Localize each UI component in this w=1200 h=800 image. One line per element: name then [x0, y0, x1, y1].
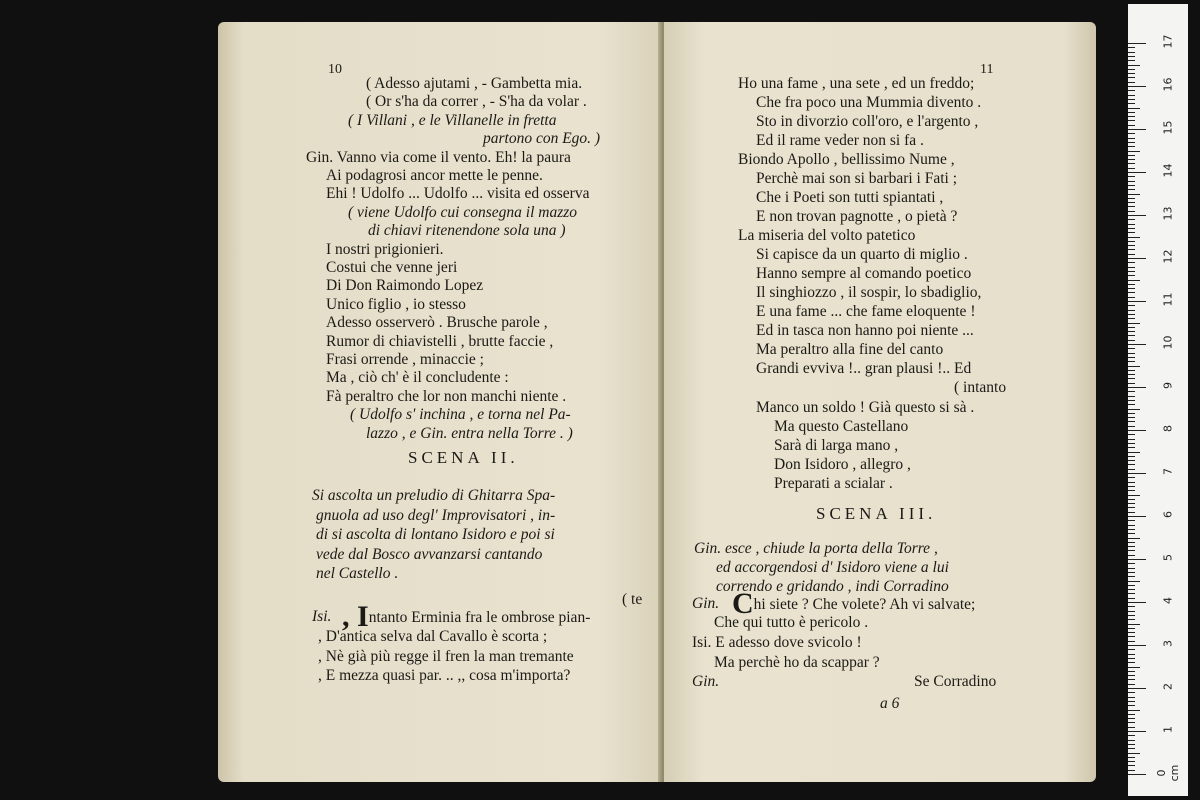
ruler-tick: [1128, 512, 1135, 513]
ruler-tick: [1128, 503, 1135, 504]
ruler-tick: [1128, 434, 1135, 435]
text-line: Isi. E adesso dove svicolo !: [692, 634, 862, 651]
ruler-tick: [1128, 628, 1135, 629]
ruler-tick: [1128, 735, 1135, 736]
ruler-tick: [1128, 701, 1135, 702]
ruler-tick: [1128, 740, 1135, 741]
page-number: 11: [980, 62, 994, 77]
ruler-tick: [1128, 383, 1135, 384]
ruler-tick: [1128, 206, 1135, 207]
ruler-tick: [1128, 598, 1135, 599]
ruler-tick: [1128, 202, 1135, 203]
text-line: Ma peraltro alla fine del canto: [756, 341, 944, 358]
ruler-label: 8: [1161, 425, 1175, 432]
ruler-label: 1: [1161, 726, 1175, 733]
ruler-tick: [1128, 452, 1140, 453]
ruler-tick: [1128, 151, 1140, 152]
ruler-tick: [1128, 602, 1146, 603]
text-line: Ma perchè ho da scappar ?: [714, 654, 880, 671]
ruler-tick: [1128, 581, 1140, 582]
text-line: Ed in tasca non hanno poi niente ...: [756, 322, 974, 339]
ruler-tick: [1128, 486, 1135, 487]
text-line: Ehi ! Udolfo ... Udolfo ... visita ed osserva: [326, 185, 590, 203]
ruler-tick: [1128, 374, 1135, 375]
text-line: ( viene Udolfo cui consegna il mazzo: [348, 203, 578, 221]
ruler-tick: [1128, 593, 1135, 594]
ruler-tick: [1128, 649, 1135, 650]
text-line: Che i Poeti son tutti spiantati ,: [756, 189, 944, 206]
ruler-tick: [1128, 357, 1135, 358]
ruler-label: 14: [1161, 163, 1175, 178]
ruler-tick: [1128, 108, 1140, 109]
ruler-label: 12: [1161, 249, 1175, 264]
speaker-label: Isi.: [312, 608, 332, 625]
text-line: I nostri prigionieri.: [326, 240, 444, 258]
ruler-tick: [1128, 546, 1135, 547]
verse-text: ntanto Erminia fra le ombrose pian-: [368, 609, 591, 626]
stage-direction: Gin. esce , chiude la porta della Torre ,: [694, 540, 938, 557]
ruler-tick: [1128, 267, 1135, 268]
text-line: ( intanto: [954, 379, 1007, 396]
ruler-label: 17: [1161, 34, 1175, 49]
text-line: Ai podagrosi ancor mette le penne.: [326, 167, 543, 184]
ruler-tick: [1128, 718, 1135, 719]
ruler-tick: [1128, 249, 1135, 250]
ruler-tick: [1128, 52, 1135, 53]
drop-capital: , I: [342, 600, 369, 633]
ruler-tick: [1128, 116, 1135, 117]
text-line: Frasi orrende , minaccie ;: [326, 351, 484, 368]
text-line: Gin. Vanno via come il vento. Eh! la paura: [306, 148, 571, 166]
text-line: Perchè mai son si barbari i Fati ;: [756, 170, 958, 187]
ruler-tick: [1128, 69, 1135, 70]
ruler-tick: [1128, 305, 1135, 306]
ruler-tick: [1128, 469, 1135, 470]
ruler-tick: [1128, 146, 1135, 147]
text-line: Don Isidoro , allegro ,: [774, 456, 911, 473]
ruler-tick: [1128, 258, 1146, 259]
ruler-tick: [1128, 473, 1146, 474]
ruler-tick: [1128, 172, 1146, 173]
text-line: Grandi evviva !.. gran plausi !.. Ed: [756, 360, 972, 377]
text-line: Costui che venne jeri: [326, 259, 458, 276]
ruler-tick: [1128, 658, 1135, 659]
text-line: Che qui tutto è pericolo .: [714, 614, 869, 631]
text-line: Di Don Raimondo Lopez: [326, 277, 484, 295]
ruler-label: 5: [1161, 554, 1175, 561]
ruler-tick: [1128, 138, 1135, 139]
ruler-tick: [1128, 619, 1135, 620]
ruler-tick: [1128, 409, 1140, 410]
ruler-tick: [1128, 314, 1135, 315]
ruler-tick: [1128, 142, 1135, 143]
text-line: Ed il rame veder non si fa .: [756, 132, 924, 149]
speaker-label: Gin.: [692, 595, 720, 612]
ruler-tick: [1128, 731, 1146, 732]
ruler-label: 15: [1161, 120, 1175, 135]
ruler-tick: [1128, 288, 1135, 289]
ruler-tick: [1128, 348, 1135, 349]
text-line: [732, 587, 976, 620]
ruler-tick: [1128, 576, 1135, 577]
speaker-label: Gin.: [692, 673, 720, 690]
ruler-tick: [1128, 237, 1140, 238]
ruler-tick: [1128, 310, 1135, 311]
ruler-tick: [1128, 301, 1146, 302]
text-line: ( I Villani , e le Villanelle in fretta: [348, 111, 557, 129]
ruler-label: 11: [1161, 292, 1175, 307]
ruler-tick: [1128, 477, 1135, 478]
ruler-tick: [1128, 774, 1146, 775]
ruler-tick: [1128, 335, 1135, 336]
ruler-tick: [1128, 753, 1140, 754]
ruler-tick: [1128, 645, 1146, 646]
text-line: ( Adesso ajutami , - Gambetta mia.: [366, 75, 583, 92]
text-line: ( Or s'ha da correr , - S'ha da volar .: [366, 93, 587, 111]
ruler-tick: [1128, 684, 1135, 685]
text-line: Adesso osserverò . Brusche parole ,: [326, 314, 548, 332]
stage-direction: ed accorgendosi d' Isidoro viene a lui: [716, 559, 949, 576]
ruler-tick: [1128, 748, 1135, 749]
ruler-tick: [1128, 284, 1135, 285]
ruler-tick: [1128, 533, 1135, 534]
text-line: Preparati a scialar .: [774, 475, 893, 492]
ruler-tick: [1128, 189, 1135, 190]
ruler-tick: [1128, 710, 1140, 711]
ruler-tick: [1128, 636, 1135, 637]
ruler-tick: [1128, 155, 1135, 156]
ruler-label: 13: [1161, 206, 1175, 221]
ruler-tick: [1128, 228, 1135, 229]
ruler-tick: [1128, 490, 1135, 491]
ruler-tick: [1128, 198, 1135, 199]
text-line: Sarà di larga mano ,: [774, 437, 899, 454]
ruler-tick: [1128, 662, 1135, 663]
ruler-tick: [1128, 254, 1135, 255]
ruler-tick: [1128, 667, 1140, 668]
text-line: ( Udolfo s' inchina , e torna nel Pa-: [350, 406, 571, 424]
text-line: Unico figlio , io stesso: [326, 295, 466, 313]
right-page: [664, 22, 1096, 782]
ruler-tick: [1128, 340, 1135, 341]
ruler-tick: [1128, 439, 1135, 440]
ruler-tick: [1128, 353, 1135, 354]
ruler-tick: [1128, 464, 1135, 465]
ruler-tick: [1128, 366, 1140, 367]
ruler-tick: [1128, 482, 1135, 483]
ruler-tick: [1128, 73, 1135, 74]
ruler-tick: [1128, 550, 1135, 551]
scene-heading: SCENA II.: [408, 448, 519, 467]
ruler-tick: [1128, 443, 1135, 444]
ruler-tick: [1128, 400, 1135, 401]
ruler-tick: [1128, 387, 1146, 388]
ruler-tick: [1128, 370, 1135, 371]
ruler-tick: [1128, 421, 1135, 422]
ruler-tick: [1128, 624, 1140, 625]
ruler-tick: [1128, 232, 1135, 233]
ruler-tick: [1128, 327, 1135, 328]
ruler-tick: [1128, 95, 1135, 96]
ruler-tick: [1128, 262, 1135, 263]
text-line: Ma questo Castellano: [774, 418, 909, 435]
ruler-tick: [1128, 90, 1135, 91]
ruler-tick: [1128, 688, 1146, 689]
ruler-tick: [1128, 589, 1135, 590]
text-line: , Nè già più regge il fren la man tremante: [318, 647, 574, 665]
text-line: di chiavi ritenendone sola una ): [368, 222, 566, 240]
ruler-tick: [1128, 133, 1135, 134]
ruler-tick: [1128, 378, 1135, 379]
ruler-tick: [1128, 507, 1135, 508]
ruler-tick: [1128, 275, 1135, 276]
ruler-tick: [1128, 495, 1140, 496]
text-line: Ho una fame , una sete , ed un freddo;: [738, 75, 975, 92]
ruler-tick: [1128, 391, 1135, 392]
ruler-tick: [1128, 129, 1146, 130]
ruler-tick: [1128, 176, 1135, 177]
ruler-label: 10: [1161, 335, 1175, 350]
ruler-tick: [1128, 56, 1135, 57]
ruler-tick: [1128, 404, 1135, 405]
stage-direction: nel Castello .: [316, 565, 399, 582]
ruler-label: 2: [1161, 683, 1175, 690]
text-line: , D'antica selva dal Cavallo è scorta ;: [318, 628, 548, 645]
ruler-label: 9: [1161, 382, 1175, 389]
ruler-tick: [1128, 344, 1146, 345]
ruler-label: 7: [1161, 468, 1175, 475]
text-line: Ma , ciò ch' è il concludente :: [326, 369, 509, 387]
ruler-tick: [1128, 159, 1135, 160]
ruler-tick: [1128, 765, 1135, 766]
ruler-tick: [1128, 447, 1135, 448]
ruler-tick: [1128, 181, 1135, 182]
ruler-tick: [1128, 125, 1135, 126]
verse-text: hi siete ? Che volete? Ah vi salvate;: [753, 596, 976, 613]
ruler-tick: [1128, 82, 1135, 83]
ruler-tick: [1128, 163, 1135, 164]
ruler-tick: [1128, 456, 1135, 457]
text-line: Biondo Apollo , bellissimo Nume ,: [738, 151, 955, 168]
ruler-tick: [1128, 417, 1135, 418]
ruler-tick: [1128, 757, 1135, 758]
ruler-tick: [1128, 460, 1135, 461]
ruler-tick: [1128, 361, 1135, 362]
text-line: ( te: [622, 591, 643, 608]
ruler-tick: [1128, 559, 1146, 560]
text-line: Il singhiozzo , il sospir, lo sbadiglio,: [756, 284, 982, 301]
ruler-tick: [1128, 224, 1135, 225]
left-page: [218, 22, 662, 782]
ruler-tick: [1128, 318, 1135, 319]
ruler-tick: [1128, 211, 1135, 212]
ruler-tick: [1128, 323, 1140, 324]
open-book: [218, 22, 1096, 782]
text-line: E non trovan pagnotte , o pietà ?: [756, 208, 958, 225]
ruler-tick: [1128, 675, 1135, 676]
ruler-tick: [1128, 413, 1135, 414]
ruler-tick: [1128, 692, 1135, 693]
ruler-tick: [1128, 215, 1146, 216]
ruler-tick: [1128, 43, 1146, 44]
ruler-tick: [1128, 722, 1135, 723]
text-line: Fà peraltro che lor non manchi niente .: [326, 387, 567, 405]
text-line: Manco un soldo ! Già questo si sà .: [756, 399, 975, 416]
text-line: , E mezza quasi par. .. ,, cosa m'importa?: [318, 667, 571, 684]
ruler-tick: [1128, 555, 1135, 556]
ruler-label: 16: [1161, 77, 1175, 92]
ruler-tick: [1128, 241, 1135, 242]
ruler-tick: [1128, 60, 1135, 61]
ruler-tick: [1128, 245, 1135, 246]
ruler-tick: [1128, 572, 1135, 573]
ruler-tick: [1128, 671, 1135, 672]
signature-mark: a 6: [880, 695, 900, 712]
text-line: Se Corradino: [914, 673, 997, 690]
ruler-tick: [1128, 542, 1135, 543]
ruler-tick: [1128, 430, 1146, 431]
ruler-tick: [1128, 297, 1135, 298]
stage-direction: di si ascolta di lontano Isidoro e poi si: [316, 526, 555, 543]
ruler-tick: [1128, 219, 1135, 220]
ruler-tick: [1128, 761, 1135, 762]
text-line: E una fame ... che fame eloquente !: [756, 303, 976, 320]
ruler-tick: [1128, 112, 1135, 113]
ruler-tick: [1128, 606, 1135, 607]
ruler-tick: [1128, 120, 1135, 121]
ruler-tick: [1128, 396, 1135, 397]
ruler-tick: [1128, 529, 1135, 530]
scene-heading: SCENA III.: [816, 504, 937, 523]
text-line: Hanno sempre al comando poetico: [756, 265, 972, 282]
ruler-tick: [1128, 77, 1135, 78]
ruler-label: 6: [1161, 511, 1175, 518]
ruler-tick: [1128, 525, 1135, 526]
ruler-tick: [1128, 697, 1135, 698]
ruler-tick: [1128, 280, 1140, 281]
ruler-tick: [1128, 516, 1146, 517]
ruler-tick: [1128, 727, 1135, 728]
ruler-tick: [1128, 568, 1135, 569]
ruler-tick: [1128, 103, 1135, 104]
ruler-label: 0 cm: [1155, 764, 1181, 782]
drop-capital: C: [732, 587, 754, 620]
ruler-tick: [1128, 47, 1135, 48]
stage-direction: vede dal Bosco avvanzarsi cantando: [316, 545, 543, 563]
ruler-tick: [1128, 194, 1140, 195]
ruler-tick: [1128, 65, 1140, 66]
page-number: 10: [328, 62, 342, 77]
stage-direction: correndo e gridando , indi Corradino: [716, 578, 949, 595]
ruler-tick: [1128, 632, 1135, 633]
ruler-tick: [1128, 99, 1135, 100]
text-line: partono con Ego. ): [483, 130, 601, 148]
stage-direction: gnuola ad uso degl' Improvisatori , in-: [316, 506, 556, 524]
text-line: La miseria del volto patetico: [738, 227, 916, 244]
ruler-tick: [1128, 185, 1135, 186]
ruler-tick: [1128, 615, 1135, 616]
ruler-tick: [1128, 499, 1135, 500]
text-line: lazzo , e Gin. entra nella Torre . ): [366, 424, 573, 442]
ruler-tick: [1128, 168, 1135, 169]
ruler-tick: [1128, 654, 1135, 655]
ruler-tick: [1128, 538, 1140, 539]
text-line: Che fra poco una Mummia divento .: [756, 94, 982, 111]
text-line: Si capisce da un quarto di miglio .: [756, 246, 968, 263]
ruler-tick: [1128, 679, 1135, 680]
text-line: [342, 600, 591, 633]
stage-direction: Si ascolta un preludio di Ghitarra Spa-: [312, 487, 556, 504]
ruler-tick: [1128, 563, 1135, 564]
ruler-tick: [1128, 292, 1135, 293]
ruler-label: 3: [1161, 640, 1175, 647]
text-line: Sto in divorzio coll'oro, e l'argento ,: [756, 113, 979, 130]
ruler-tick: [1128, 585, 1135, 586]
ruler-tick: [1128, 271, 1135, 272]
measurement-ruler: [1128, 4, 1188, 796]
text-line: Rumor di chiavistelli , brutte faccie ,: [326, 332, 554, 350]
ruler-tick: [1128, 86, 1146, 87]
ruler-tick: [1128, 426, 1135, 427]
ruler-tick: [1128, 714, 1135, 715]
ruler-tick: [1128, 744, 1135, 745]
ruler-tick: [1128, 331, 1135, 332]
ruler-label: 4: [1161, 597, 1175, 604]
ruler-tick: [1128, 770, 1135, 771]
ruler-tick: [1128, 641, 1135, 642]
ruler-tick: [1128, 705, 1135, 706]
ruler-tick: [1128, 520, 1135, 521]
ruler-tick: [1128, 611, 1135, 612]
